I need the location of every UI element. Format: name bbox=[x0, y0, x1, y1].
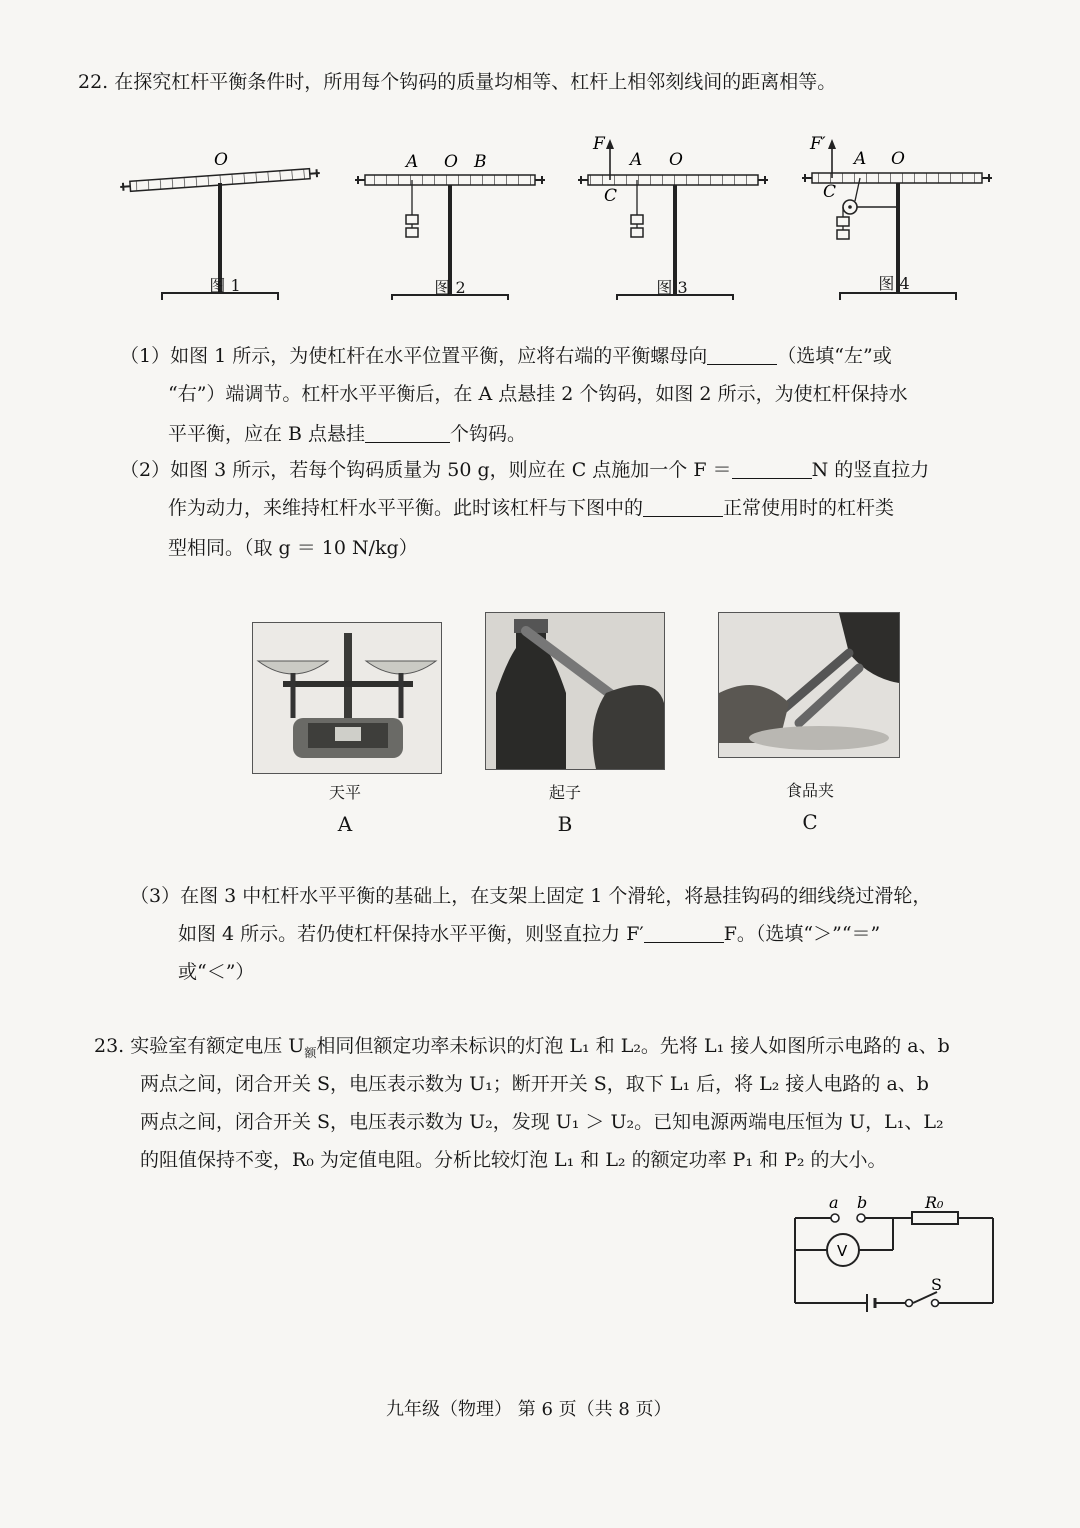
photo-c-letter: C bbox=[802, 810, 818, 834]
part-3-line-2: 如图 4 所示。若仍使杠杆保持水平平衡，则竖直拉力 F′ F。（选填“＞”“＝” bbox=[178, 923, 881, 945]
label-f-prime: F′ bbox=[810, 135, 826, 154]
photo-a-name: 天平 bbox=[328, 783, 361, 802]
photo-food-tongs bbox=[718, 612, 900, 758]
figure-1-caption: 图 1 bbox=[209, 276, 241, 295]
figure-2-caption: 图 2 bbox=[434, 278, 466, 297]
q22-stem: 22. 在探究杠杆平衡条件时，所用每个钩码的质量均相等、杠杆上相邻刻线间的距离相等。 bbox=[78, 71, 837, 93]
label-c: C bbox=[604, 186, 618, 206]
figure-3-caption: 图 3 bbox=[656, 278, 688, 297]
answer-blank[interactable] bbox=[732, 458, 812, 479]
label-a: A bbox=[854, 149, 867, 169]
photo-a-letter: A bbox=[337, 812, 353, 836]
part-2-line-2: 作为动力，来维持杠杆水平平衡。此时该杠杆与下图中的 正常使用时的杠杆类 bbox=[168, 497, 895, 519]
terminal-b: b bbox=[857, 1193, 868, 1212]
label-b: B bbox=[474, 152, 487, 172]
label-o: O bbox=[891, 149, 905, 169]
answer-blank[interactable] bbox=[643, 496, 723, 517]
part-3-line-3: 或“＜”） bbox=[178, 961, 255, 983]
label-f: F bbox=[593, 135, 605, 154]
photo-bottle-opener bbox=[485, 612, 665, 770]
q23-line-3: 两点之间，闭合开关 S，电压表示数为 U₂，发现 U₁ ＞ U₂。已知电源两端电压恒为 U，L₁、L₂ bbox=[140, 1111, 944, 1133]
circuit-diagram bbox=[785, 1188, 1005, 1318]
label-o: O bbox=[669, 150, 683, 170]
part-1-line-2: “右”）端调节。杠杆水平平衡后，在 A 点悬挂 2 个钩码，如图 2 所示，为使杠杆保持水 bbox=[168, 383, 908, 405]
photo-b-letter: B bbox=[557, 812, 573, 836]
label-c: C bbox=[823, 182, 837, 202]
part-1-line-3: 平平衡，应在 B 点悬挂 个钩码。 bbox=[168, 423, 527, 445]
photo-b-name: 起子 bbox=[548, 783, 581, 802]
resistor-r0-label: R₀ bbox=[925, 1193, 944, 1212]
label-o: O bbox=[214, 150, 228, 170]
label-a: A bbox=[406, 152, 419, 172]
page-footer: 九年级（物理） 第 6 页（共 8 页） bbox=[386, 1399, 672, 1420]
q23-line-2: 两点之间，闭合开关 S，电压表示数为 U₁；断开开关 S，取下 L₁ 后，将 L₂ 接人电路的 a、b bbox=[140, 1073, 929, 1095]
label-a: A bbox=[630, 150, 643, 170]
switch-label: S bbox=[931, 1275, 942, 1294]
part-1-line-1: （1）如图 1 所示，为使杠杆在水平位置平衡，应将右端的平衡螺母向 （选填“左”或 bbox=[120, 345, 892, 367]
part-2-line-3: 型相同。（取 g ＝ 10 N/kg） bbox=[168, 537, 418, 559]
voltmeter-symbol: V bbox=[837, 1242, 848, 1260]
photo-balance bbox=[252, 622, 442, 774]
question-number: 23. bbox=[94, 1035, 125, 1057]
label-o: O bbox=[444, 152, 458, 172]
answer-blank[interactable] bbox=[707, 344, 777, 365]
question-number: 22. bbox=[78, 71, 109, 93]
part-2-line-1: （2）如图 3 所示，若每个钩码质量为 50 g，则应在 C 点施加一个 F ＝ N 的竖直拉力 bbox=[120, 459, 930, 481]
q23-line-1: 23. 实验室有额定电压 $U_额$相同但额定功率未标识的灯泡 L₁ 和 L₂。先将 L₁ 接人如图所示电路的 a、b bbox=[94, 1035, 950, 1060]
q23-line-4: 的阻值保持不变，R₀ 为定值电阻。分析比较灯泡 L₁ 和 L₂ 的额定功率 P₁ 和 P₂ 的大小。 bbox=[140, 1149, 887, 1171]
answer-blank[interactable] bbox=[644, 922, 724, 943]
part-3-line-1: （3）在图 3 中杠杆水平平衡的基础上，在支架上固定 1 个滑轮，将悬挂钩码的细线绕过滑轮， bbox=[130, 885, 932, 907]
terminal-a: a bbox=[829, 1193, 839, 1212]
answer-blank[interactable] bbox=[365, 422, 450, 443]
figure-4-caption: 图 4 bbox=[878, 274, 910, 293]
photo-c-name: 食品夹 bbox=[785, 781, 834, 800]
